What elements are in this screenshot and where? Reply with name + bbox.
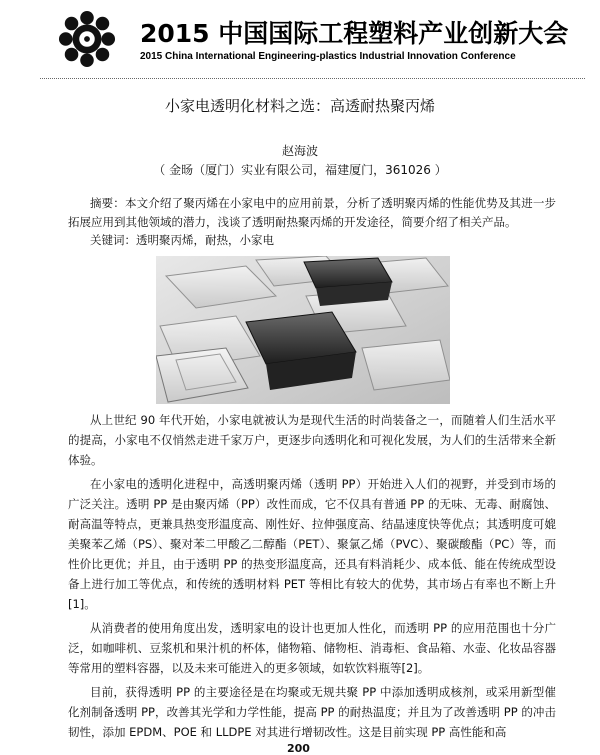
conference-logo-icon bbox=[58, 10, 116, 68]
header-divider bbox=[40, 78, 585, 79]
body-paragraph: 从上世纪 90 年代开始，小家电就被认为是现代生活的时尚装备之一，而随着人们生活水平的提高，小家电不仅悄然走进千家万户，更逐步向透明化和可视化发展，为人们的生活带来全新体验。 bbox=[68, 413, 556, 467]
conference-subtitle: 2015 China International Engineering-plastics Industrial Innovation Conference bbox=[140, 51, 516, 62]
page-number: 200 bbox=[287, 742, 310, 755]
keywords: 关键词：透明聚丙烯，耐热，小家电 bbox=[90, 233, 274, 247]
body-paragraph: 在小家电的透明化进程中，高透明聚丙烯（透明 PP）开始进入人们的视野，并受到市场的广泛关注。透明 PP 是由聚丙烯（PP）改性而成，它不仅具有普通 PP 的无味、无毒、耐腐蚀、耐高温等特点，更兼具热变形温度高、刚性好、拉伸强度高、结晶速度快等优点；其透明度可媲美聚苯乙烯（PS）、聚对苯二甲酸乙二醇酯（PET）、聚氯乙烯（PVC）、聚碳酸酯（PC）等，而性价比更优；并且，由于透明 PP 的热变形温度高，还具有料消耗少、成本低、能在传统成型设备上进行加工等优点，和传统的透明材料 PET 等相比有较大的优势，其市场占有率也不断上升[1]。 bbox=[68, 477, 556, 611]
author-affiliation: （ 金旸（厦门）实业有限公司，福建厦门，361026 ） bbox=[153, 163, 447, 177]
article-body bbox=[68, 410, 556, 746]
conference-header bbox=[0, 0, 600, 78]
body-paragraph: 从消费者的使用角度出发，透明家电的设计也更加人性化，而透明 PP 的应用范围也十分广泛，如咖啡机、豆浆机和果汁机的杯体，储物箱、储物柜、消毒柜、食品箱、水壶、化妆品容器等常用的塑料容器，以及未来可能进入的更多领域，如软饮料瓶等[2]。 bbox=[68, 621, 556, 675]
author-name: 赵海波 bbox=[281, 144, 318, 158]
article-title: 小家电透明化材料之选：高透耐热聚丙烯 bbox=[164, 97, 435, 115]
conference-title: 2015 中国国际工程塑料产业创新大会 bbox=[140, 19, 569, 48]
transparent-containers-photo bbox=[156, 256, 450, 404]
body-paragraph: 目前，获得透明 PP 的主要途径是在均聚或无规共聚 PP 中添加透明成核剂，或采用新型催化剂制备透明 PP，改善其光学和力学性能，提高 PP 的耐热温度；并且为了改善透明 PP 的冲击韧性，添加 EPDM、POE 和 LLDPE 对其进行增韧改性。这是目前实现 PP 高性能和高 bbox=[68, 685, 556, 739]
abstract: 摘要：本文介绍了聚丙烯在小家电中的应用前景，分析了透明聚丙烯的性能优势及其进一步拓展应用到其他领域的潜力，浅谈了透明耐热聚丙烯的开发途径，简要介绍了相关产品。 bbox=[68, 196, 556, 229]
